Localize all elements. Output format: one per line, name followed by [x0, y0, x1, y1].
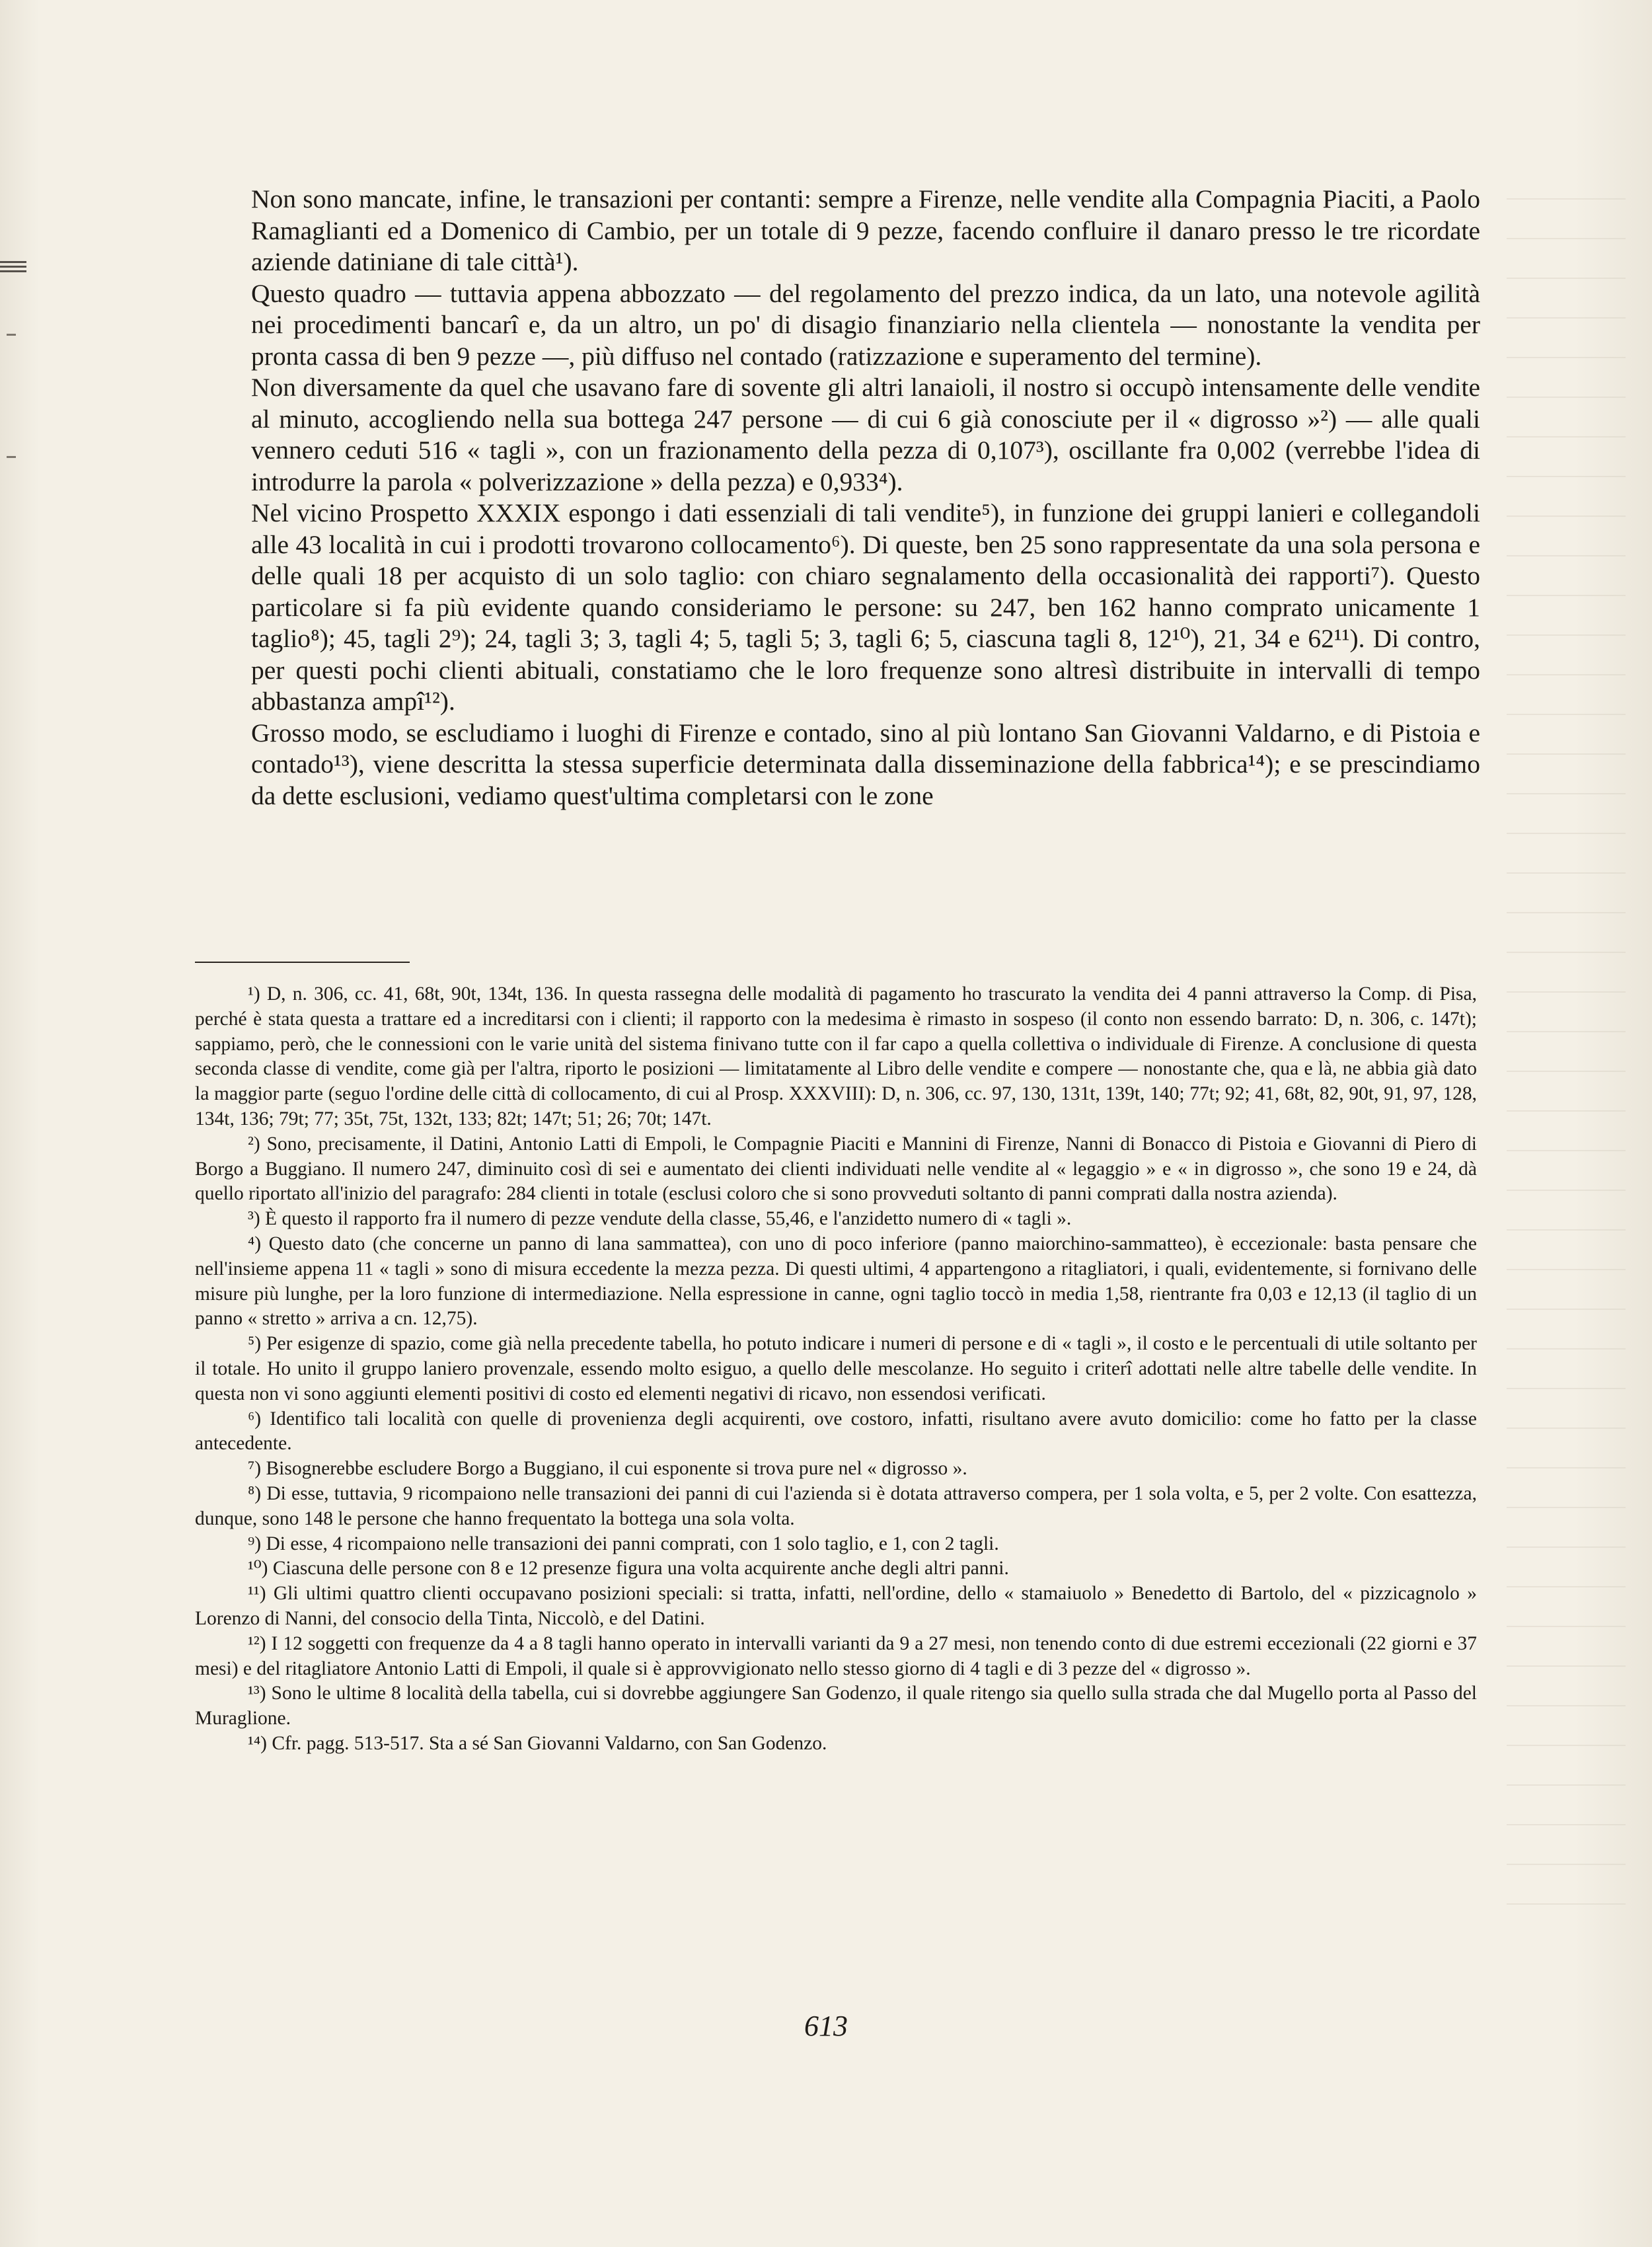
footnote-rule: [195, 962, 410, 963]
show-through-table: [1507, 198, 1626, 1983]
footnote: ⁵) Per esigenze di spazio, come già nella precedente tabella, ho potuto indicare i numeri di persone e di « tagli », il costo e le percentuali di utile soltanto per il totale. Ho unito il gruppo laniero provenzale, essendo molto esiguo, a quello delle mescolanze. Ho seguito i criterî adottati nelle altre tabelle delle vendite. In questa non vi sono aggiunti elementi positivi di costo ed elementi negativi di ricavo, non essendosi verificati.: [195, 1333, 1477, 1404]
paragraph: Questo quadro — tuttavia appena abbozzato — del regolamento del prezzo indica, da un lato, una notevole agilità nei procedimenti bancarî e, da un altro, un po' di disagio finanziario nella clientela — nonostante la vendita per pronta cassa di ben 9 pezze —, più diffuso nel contado (ratizzazione e superamento del termine).: [251, 278, 1480, 371]
footnote: ⁷) Bisognerebbe escludere Borgo a Buggiano, il cui esponente si trova pure nel « digrosso ».: [248, 1458, 967, 1480]
footnote: ²) Sono, precisamente, il Datini, Antonio Latti di Empoli, le Compagnie Piaciti e Mannini di Firenze, Nanni di Bonacco di Pistoia e Giovanni di Piero di Borgo a Buggiano. Il numero 247, diminuito così di sei e aumentato dei clienti individuati nelle vendite al « legaggio » e « in digrosso », che sono 19 e 24, dà quello riportato all'inizio del paragrafo: 284 clienti in totale (esclusi coloro che si sono provveduti soltanto di panni comprati dalla nostra azienda).: [195, 1133, 1477, 1205]
footnote: ⁴) Questo dato (che concerne un panno di lana sammattea), con uno di poco inferiore (panno maiorchino-sammatteo), è eccezionale: basta pensare che nell'insieme appena 11 « tagli » sono di misura eccedente la mezza pezza. Di questi ultimi, 4 appartengono a ritagliatori, i quali, evidentemente, si fornivano delle misure più lunghe, per la loro funzione di intermediazione. Nella espressione in canne, ogni taglio toccò in media 1,58, rientrante fra 0,03 e 12,13 (il taglio di un panno « stretto » arriva a cn. 12,75).: [195, 1233, 1477, 1330]
paragraph: Non sono mancate, infine, le transazioni per contanti: sempre a Firenze, nelle vendite alla Compagnia Piaciti, a Paolo Ramaglianti ed a Domenico di Cambio, per un totale di 9 pezze, facendo confluire il danaro presso le tre ricordate aziende datiniane di tale città¹).: [251, 184, 1480, 276]
footnote: ¹⁰) Ciascuna delle persone con 8 e 12 presenze figura una volta acquirente anche degli altri panni.: [248, 1558, 1009, 1580]
footnote: ⁸) Di esse, tuttavia, 9 ricompaiono nelle transazioni dei panni di cui l'azienda si è dotata attraverso compera, per 1 sola volta, e 5, per 2 volte. Con esattezza, dunque, sono 148 le persone che hanno frequentato la bottega una sola volta.: [195, 1482, 1477, 1529]
paragraph: Non diversamente da quel che usavano fare di sovente gli altri lanaioli, il nostro si occupò intensamente delle vendite al minuto, accogliendo nella sua bottega 247 persone — di cui 6 già conosciute per il « digrosso »²) — alle quali vennero ceduti 516 « tagli », con un frazionamento della pezza di 0,107³), oscillante fra 0,002 (verrebbe l'idea di introdurre la parola « polverizzazione » della pezza) e 0,933⁴).: [251, 373, 1480, 496]
footnote: ⁶) Identifico tali località con quelle di provenienza degli acquirenti, ove costoro, infatti, risultano avere avuto domicilio: come ho fatto per la classe antecedente.: [195, 1408, 1477, 1455]
footnotes: [195, 982, 1477, 1757]
main-text: [251, 184, 1480, 812]
footnote: ¹²) I 12 soggetti con frequenze da 4 a 8 tagli hanno operato in intervalli varianti da 9 a 27 mesi, non tenendo conto di due estremi eccezionali (22 giorni e 37 mesi) e del ritagliatore Antonio Latti di Empoli, il quale si è approvvigionato nello stesso giorno di 4 tagli e di 3 pezze del « digrosso ».: [195, 1632, 1477, 1679]
footnote: ³) È questo il rapporto fra il numero di pezze vendute della classe, 55,46, e l'anzidetto numero di « tagli ».: [248, 1208, 1072, 1230]
margin-marks: [0, 261, 26, 275]
footnote: ¹¹) Gli ultimi quattro clienti occupavano posizioni speciali: si tratta, infatti, nell'ordine, dello « stamaiuolo » Benedetto di Bartolo, del « pizzicagnolo » Lorenzo di Nanni, del consocio della Tinta, Niccolò, e del Datini.: [195, 1583, 1477, 1629]
margin-tick: [7, 456, 16, 458]
paragraph: Nel vicino Prospetto XXXIX espongo i dati essenziali di tali vendite⁵), in funzione dei gruppi lanieri e collegandoli alle 43 località in cui i prodotti trovarono collocamento⁶). Di queste, ben 25 sono rappresentate da una sola persona e delle quali 18 per acquisto di un solo taglio: con chiaro segnalamento della occasionalità dei rapporti⁷). Questo particolare si fa più evidente quando consideriamo le persone: su 247, ben 162 hanno comprato unicamente 1 taglio⁸); 45, tagli 2⁹); 24, tagli 3; 3, tagli 4; 5, tagli 5; 3, tagli 6; 5, ciascuna tagli 8, 12¹⁰), 21, 34 e 62¹¹). Di contro, per questi pochi clienti abituali, constatiamo che le loro frequenze sono altresì distribuite in intervalli di tempo abbastanza ampî¹²).: [251, 498, 1480, 716]
page-number: 613: [804, 2010, 848, 2042]
footnote: ¹³) Sono le ultime 8 località della tabella, cui si dovrebbe aggiungere San Godenzo, il quale ritengo sia quello sulla strada che dal Mugello porta al Passo del Muraglione.: [195, 1683, 1477, 1730]
footnote: ¹) D, n. 306, cc. 41, 68t, 90t, 134t, 136. In questa rassegna delle modalità di pagamento ho trascurato la vendita dei 4 panni attraverso la Comp. di Pisa, perché è stata questa a trattare ed a increditarsi con i clienti; il rapporto con la medesima è rimasto in sospeso (il conto non essendo barrato: D, n. 306, c. 147t); sappiamo, però, che le connessioni con le varie unità del sistema finivano tutte con il far capo a quella collettiva o individuale di Firenze. A conclusione di questa seconda classe di vendite, come già per l'altra, riporto le posizioni — limitatamente al Libro delle vendite e compere — nonostante che, qua e là, ne abbia già dato la maggior parte (seguo l'ordine delle città di collocamento, di cui al Prosp. XXXVIII): D, n. 306, cc. 97, 130, 131t, 139t, 140; 77t; 92; 41, 68t, 82, 90t, 91, 97, 128, 134t, 136; 79t; 77; 35t, 75t, 132t, 133; 82t; 147t; 51; 26; 70t; 147t.: [195, 983, 1477, 1129]
footnote: ⁹) Di esse, 4 ricompaiono nelle transazioni dei panni comprati, con 1 solo taglio, e 1, con 2 tagli.: [248, 1533, 999, 1554]
footnote: ¹⁴) Cfr. pagg. 513-517. Sta a sé San Giovanni Valdarno, con San Godenzo.: [248, 1732, 827, 1754]
margin-tick: [7, 334, 16, 336]
paragraph: Grosso modo, se escludiamo i luoghi di Firenze e contado, sino al più lontano San Giovanni Valdarno, e di Pistoia e contado¹³), viene descritta la stessa superficie determinata dalla disseminazione della fabbrica¹⁴); e se prescindiamo da dette esclusioni, vediamo quest'ultima completarsi con le zone: [251, 718, 1480, 810]
